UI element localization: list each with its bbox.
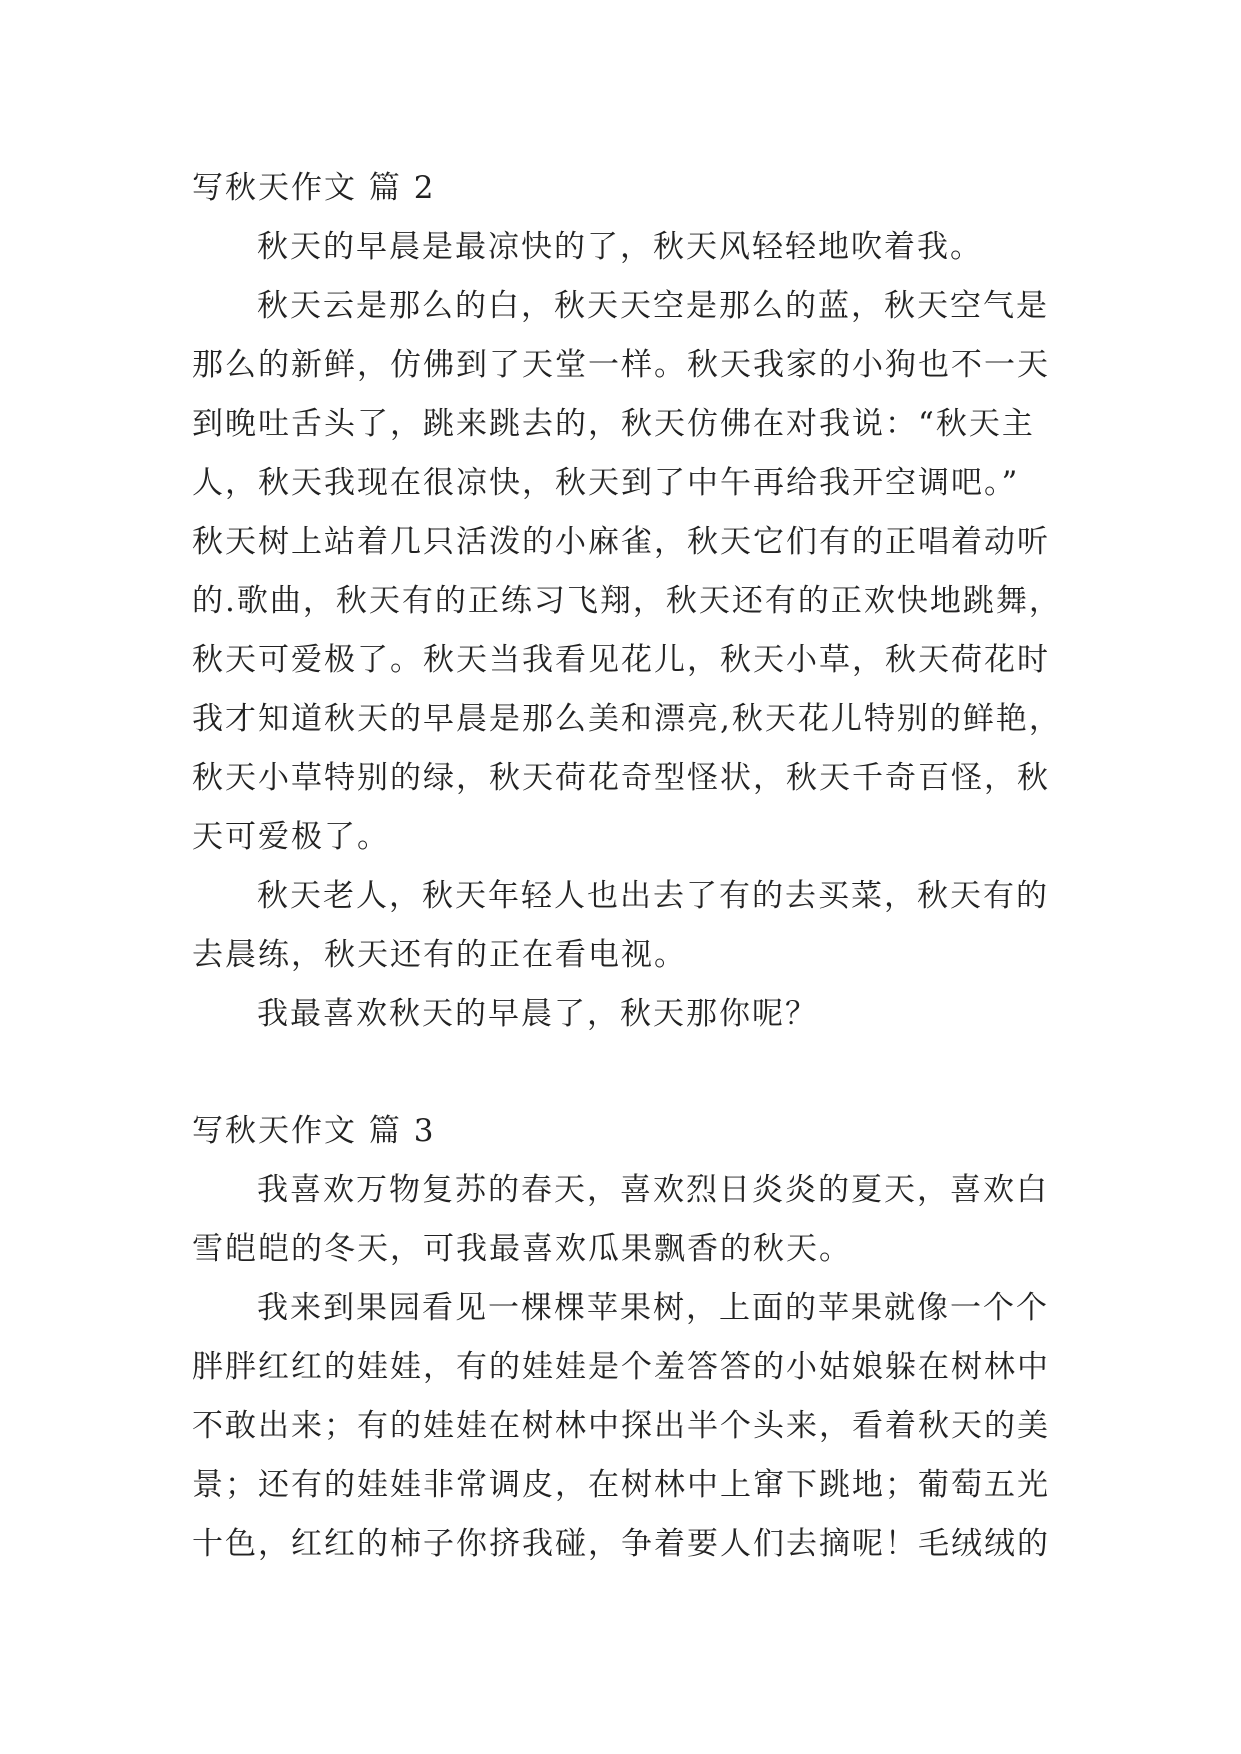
section-2-line: 我最喜欢秋天的早晨了，秋天那你呢？ [257, 996, 818, 1032]
section-2-line: 到晚吐舌头了，跳来跳去的，秋天仿佛在对我说：“秋天主 [192, 406, 1035, 442]
section-2-line: 秋天云是那么的白，秋天天空是那么的蓝，秋天空气是 [257, 288, 1049, 324]
section-2-line: 天可爱极了。 [192, 819, 390, 855]
section-2-line: 去晨练，秋天还有的正在看电视。 [192, 937, 687, 973]
section-2-heading: 写秋天作文 篇 2 [192, 170, 436, 206]
section-2-line: 秋天的早晨是最凉快的了，秋天风轻轻地吹着我。 [257, 229, 983, 265]
section-2-line: 那么的新鲜，仿佛到了天堂一样。秋天我家的小狗也不一天 [192, 347, 1050, 383]
section-2-line: 的.歌曲，秋天有的正练习飞翔，秋天还有的正欢快地跳舞， [192, 583, 1062, 619]
section-2-line: 秋天树上站着几只活泼的小麻雀，秋天它们有的正唱着动听 [192, 524, 1050, 560]
section-2-line: 人，秋天我现在很凉快，秋天到了中午再给我开空调吧。” [192, 465, 1020, 501]
section-2-line: 秋天可爱极了。秋天当我看见花儿，秋天小草，秋天荷花时 [192, 642, 1050, 678]
section-3-line: 不敢出来；有的娃娃在树林中探出半个头来，看着秋天的美 [192, 1408, 1050, 1444]
section-3-line: 我喜欢万物复苏的春天，喜欢烈日炎炎的夏天，喜欢白 [257, 1172, 1049, 1208]
section-3-line: 我来到果园看见一棵棵苹果树，上面的苹果就像一个个 [257, 1290, 1049, 1326]
section-3-line: 雪皑皑的冬天，可我最喜欢瓜果飘香的秋天。 [192, 1231, 852, 1267]
section-2-line: 我才知道秋天的早晨是那么美和漂亮,秋天花儿特别的鲜艳， [192, 701, 1062, 737]
section-3-line: 景；还有的娃娃非常调皮，在树林中上窜下跳地；葡萄五光 [192, 1467, 1050, 1503]
section-2-line: 秋天小草特别的绿，秋天荷花奇型怪状，秋天千奇百怪，秋 [192, 760, 1050, 796]
section-3-line: 十色，红红的柿子你挤我碰，争着要人们去摘呢！毛绒绒的 [192, 1526, 1050, 1562]
section-3-heading: 写秋天作文 篇 3 [192, 1113, 436, 1149]
section-2-line: 秋天老人，秋天年轻人也出去了有的去买菜，秋天有的 [257, 878, 1049, 914]
section-3-line: 胖胖红红的娃娃，有的娃娃是个羞答答的小姑娘躲在树林中 [192, 1349, 1050, 1385]
